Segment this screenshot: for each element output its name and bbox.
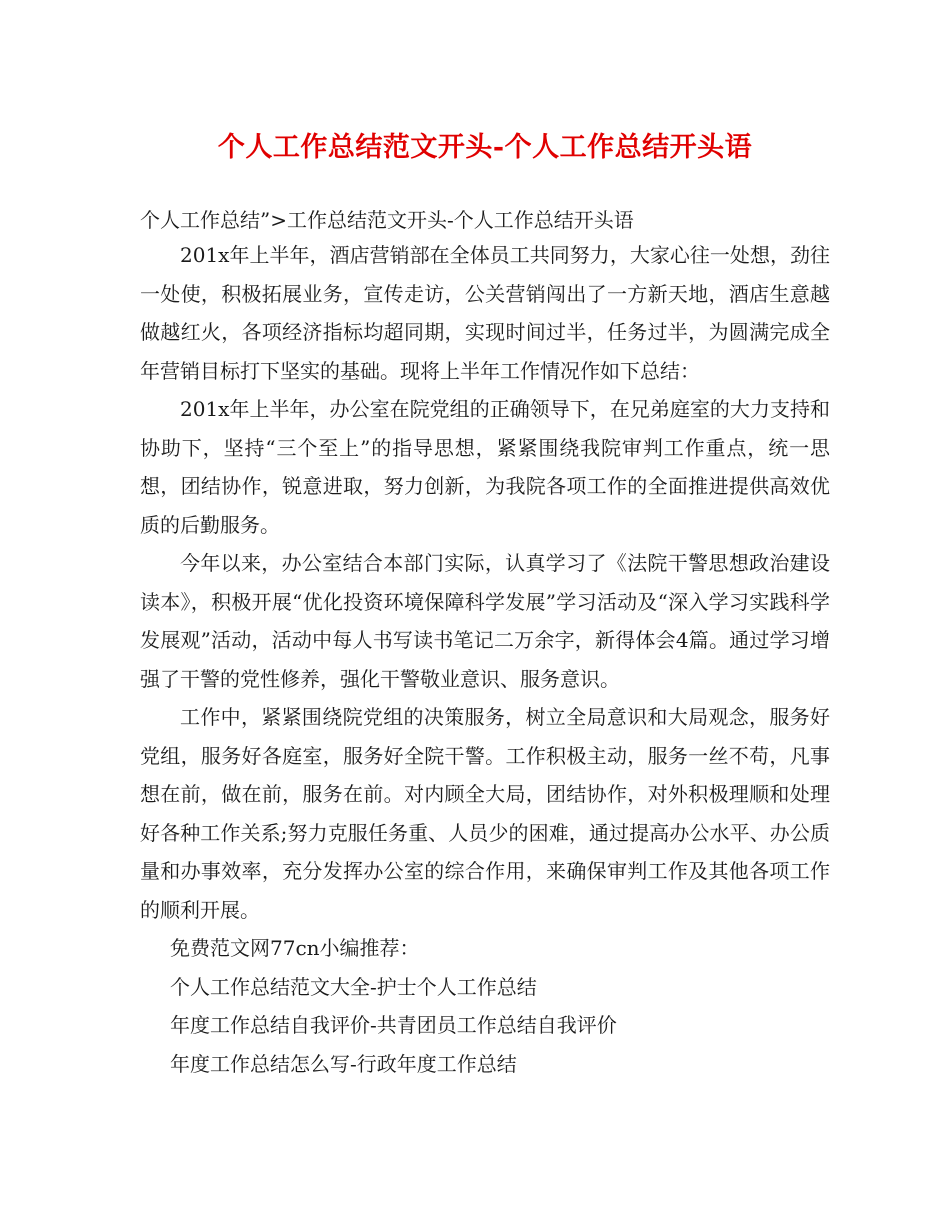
paragraph-4: 工作中，紧紧围绕院党组的决策服务，树立全局意识和大局观念，服务好党组，服务好各庭室，服务好全院干警。工作积极主动，服务一丝不苟，凡事想在前，做在前，服务在前。对内顾全大局，团结协作，对外积极理顺和处理好各种工作关系;努力克服任务重、人员少的困难，通过提高办公水平、办公质量和办事效率，充分发挥办公室的综合作用，来确保审判工作及其他各项工作的顺利开展。 bbox=[140, 705, 830, 922]
recommend-link[interactable]: 年度工作总结怎么写-行政年度工作总结 bbox=[170, 1051, 517, 1076]
recommend-link[interactable]: 年度工作总结自我评价-共青团员工作总结自我评价 bbox=[170, 1013, 617, 1037]
recommend-link[interactable]: 个人工作总结范文大全-护士个人工作总结 bbox=[170, 974, 537, 999]
document-body bbox=[140, 236, 830, 1083]
paragraph-3: 今年以来，办公室结合本部门实际，认真学习了《法院干警思想政治建设读本》，积极开展“优化投资环境保障科学发展”学习活动及“深入学习实践科学发展观”活动，活动中每人书写读书笔记二万余字，新得体会4篇。通过学习增强了干警的党性修养，强化干警敬业意识、服务意识。 bbox=[140, 551, 830, 691]
paragraph-1: 201x年上半年，酒店营销部在全体员工共同努力，大家心往一处想，劲往一处使，积极拓展业务，宣传走访，公关营销闯出了一方新天地，酒店生意越做越红火，各项经济指标均超同期，实现时间过半，任务过半，为圆满完成全年营销目标打下坚实的基础。现将上半年工作情况作如下总结： bbox=[140, 243, 830, 383]
recommend-intro: 免费范文网77cn小编推荐： bbox=[170, 936, 420, 960]
breadcrumb: 个人工作总结”>工作总结范文开头-个人工作总结开头语 bbox=[140, 208, 634, 232]
paragraph-2: 201x年上半年，办公室在院党组的正确领导下，在兄弟庭室的大力支持和协助下，坚持“三个至上”的指导思想，紧紧围绕我院审判工作重点，统一思想，团结协作，锐意进取，努力创新，为我院各项工作的全面推进提供高效优质的后勤服务。 bbox=[140, 397, 830, 537]
recommend-list bbox=[140, 968, 830, 1084]
document-title: 个人工作总结范文开头-个人工作总结开头语 bbox=[217, 132, 753, 163]
